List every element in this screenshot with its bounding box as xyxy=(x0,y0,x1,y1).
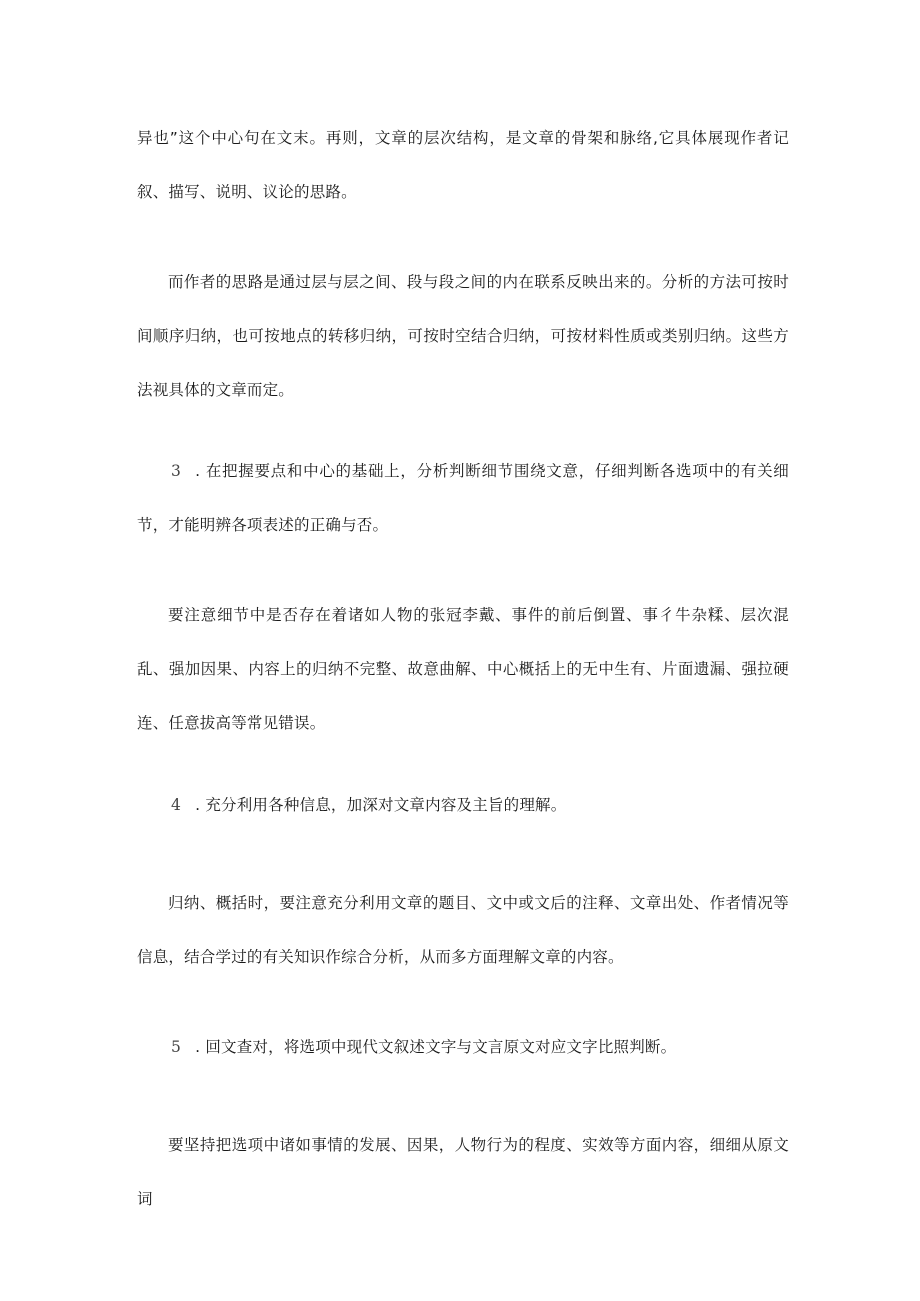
paragraph-check-original xyxy=(137,1118,789,1226)
item-number: 5 xyxy=(171,1038,182,1056)
paragraph-author-thinking xyxy=(137,255,789,417)
numbered-point-5 xyxy=(137,1020,789,1074)
paragraph-text: 要注意细节中是否存在着诸如人物的张冠李戴、事件的前后倒置、事彳牛杂糅、层次混乱、强加因果、内容上的归纳不完整、故意曲解、中心概括上的无中生有、片面遗漏、强拉硬连、任意拔高等常见错误。 xyxy=(137,606,789,732)
item-number: 4 xyxy=(171,796,182,814)
paragraph-text: . 充分利用各种信息，加深对文章内容及主旨的理解。 xyxy=(195,796,567,814)
paragraph-text: . 在把握要点和中心的基础上，分析判断细节围绕文意，仔细判断各选项中的有关细节，才能明辨各项表述的正确与否。 xyxy=(137,462,789,534)
paragraph-text: 要坚持把选项中诸如事情的发展、因果，人物行为的程度、实效等方面内容，细细从原文词 xyxy=(137,1136,789,1208)
paragraph-detail-errors xyxy=(137,588,789,750)
paragraph-text: 归纳、概括时，要注意充分利用文章的题目、文中或文后的注释、文章出处、作者情况等信息，结合学过的有关知识作综合分析，从而多方面理解文章的内容。 xyxy=(137,894,789,966)
paragraph-continuation xyxy=(137,111,789,219)
paragraph-text: . 回文查对，将选项中现代文叙述文字与文言原文对应文字比照判断。 xyxy=(195,1038,677,1056)
item-number: 3 xyxy=(171,462,182,480)
numbered-point-3 xyxy=(137,444,789,552)
numbered-point-4 xyxy=(137,778,789,832)
paragraph-use-information xyxy=(137,876,789,984)
paragraph-text: 而作者的思路是通过层与层之间、段与段之间的内在联系反映出来的。分析的方法可按时间顺序归纳，也可按地点的转移归纳，可按时空结合归纳，可按材料性质或类别归纳。这些方法视具体的文章而定。 xyxy=(137,273,789,399)
paragraph-text: 异也”这个中心句在文末。再则，文章的层次结构，是文章的骨架和脉络,它具体展现作者记叙、描写、说明、议论的思路。 xyxy=(137,129,789,201)
